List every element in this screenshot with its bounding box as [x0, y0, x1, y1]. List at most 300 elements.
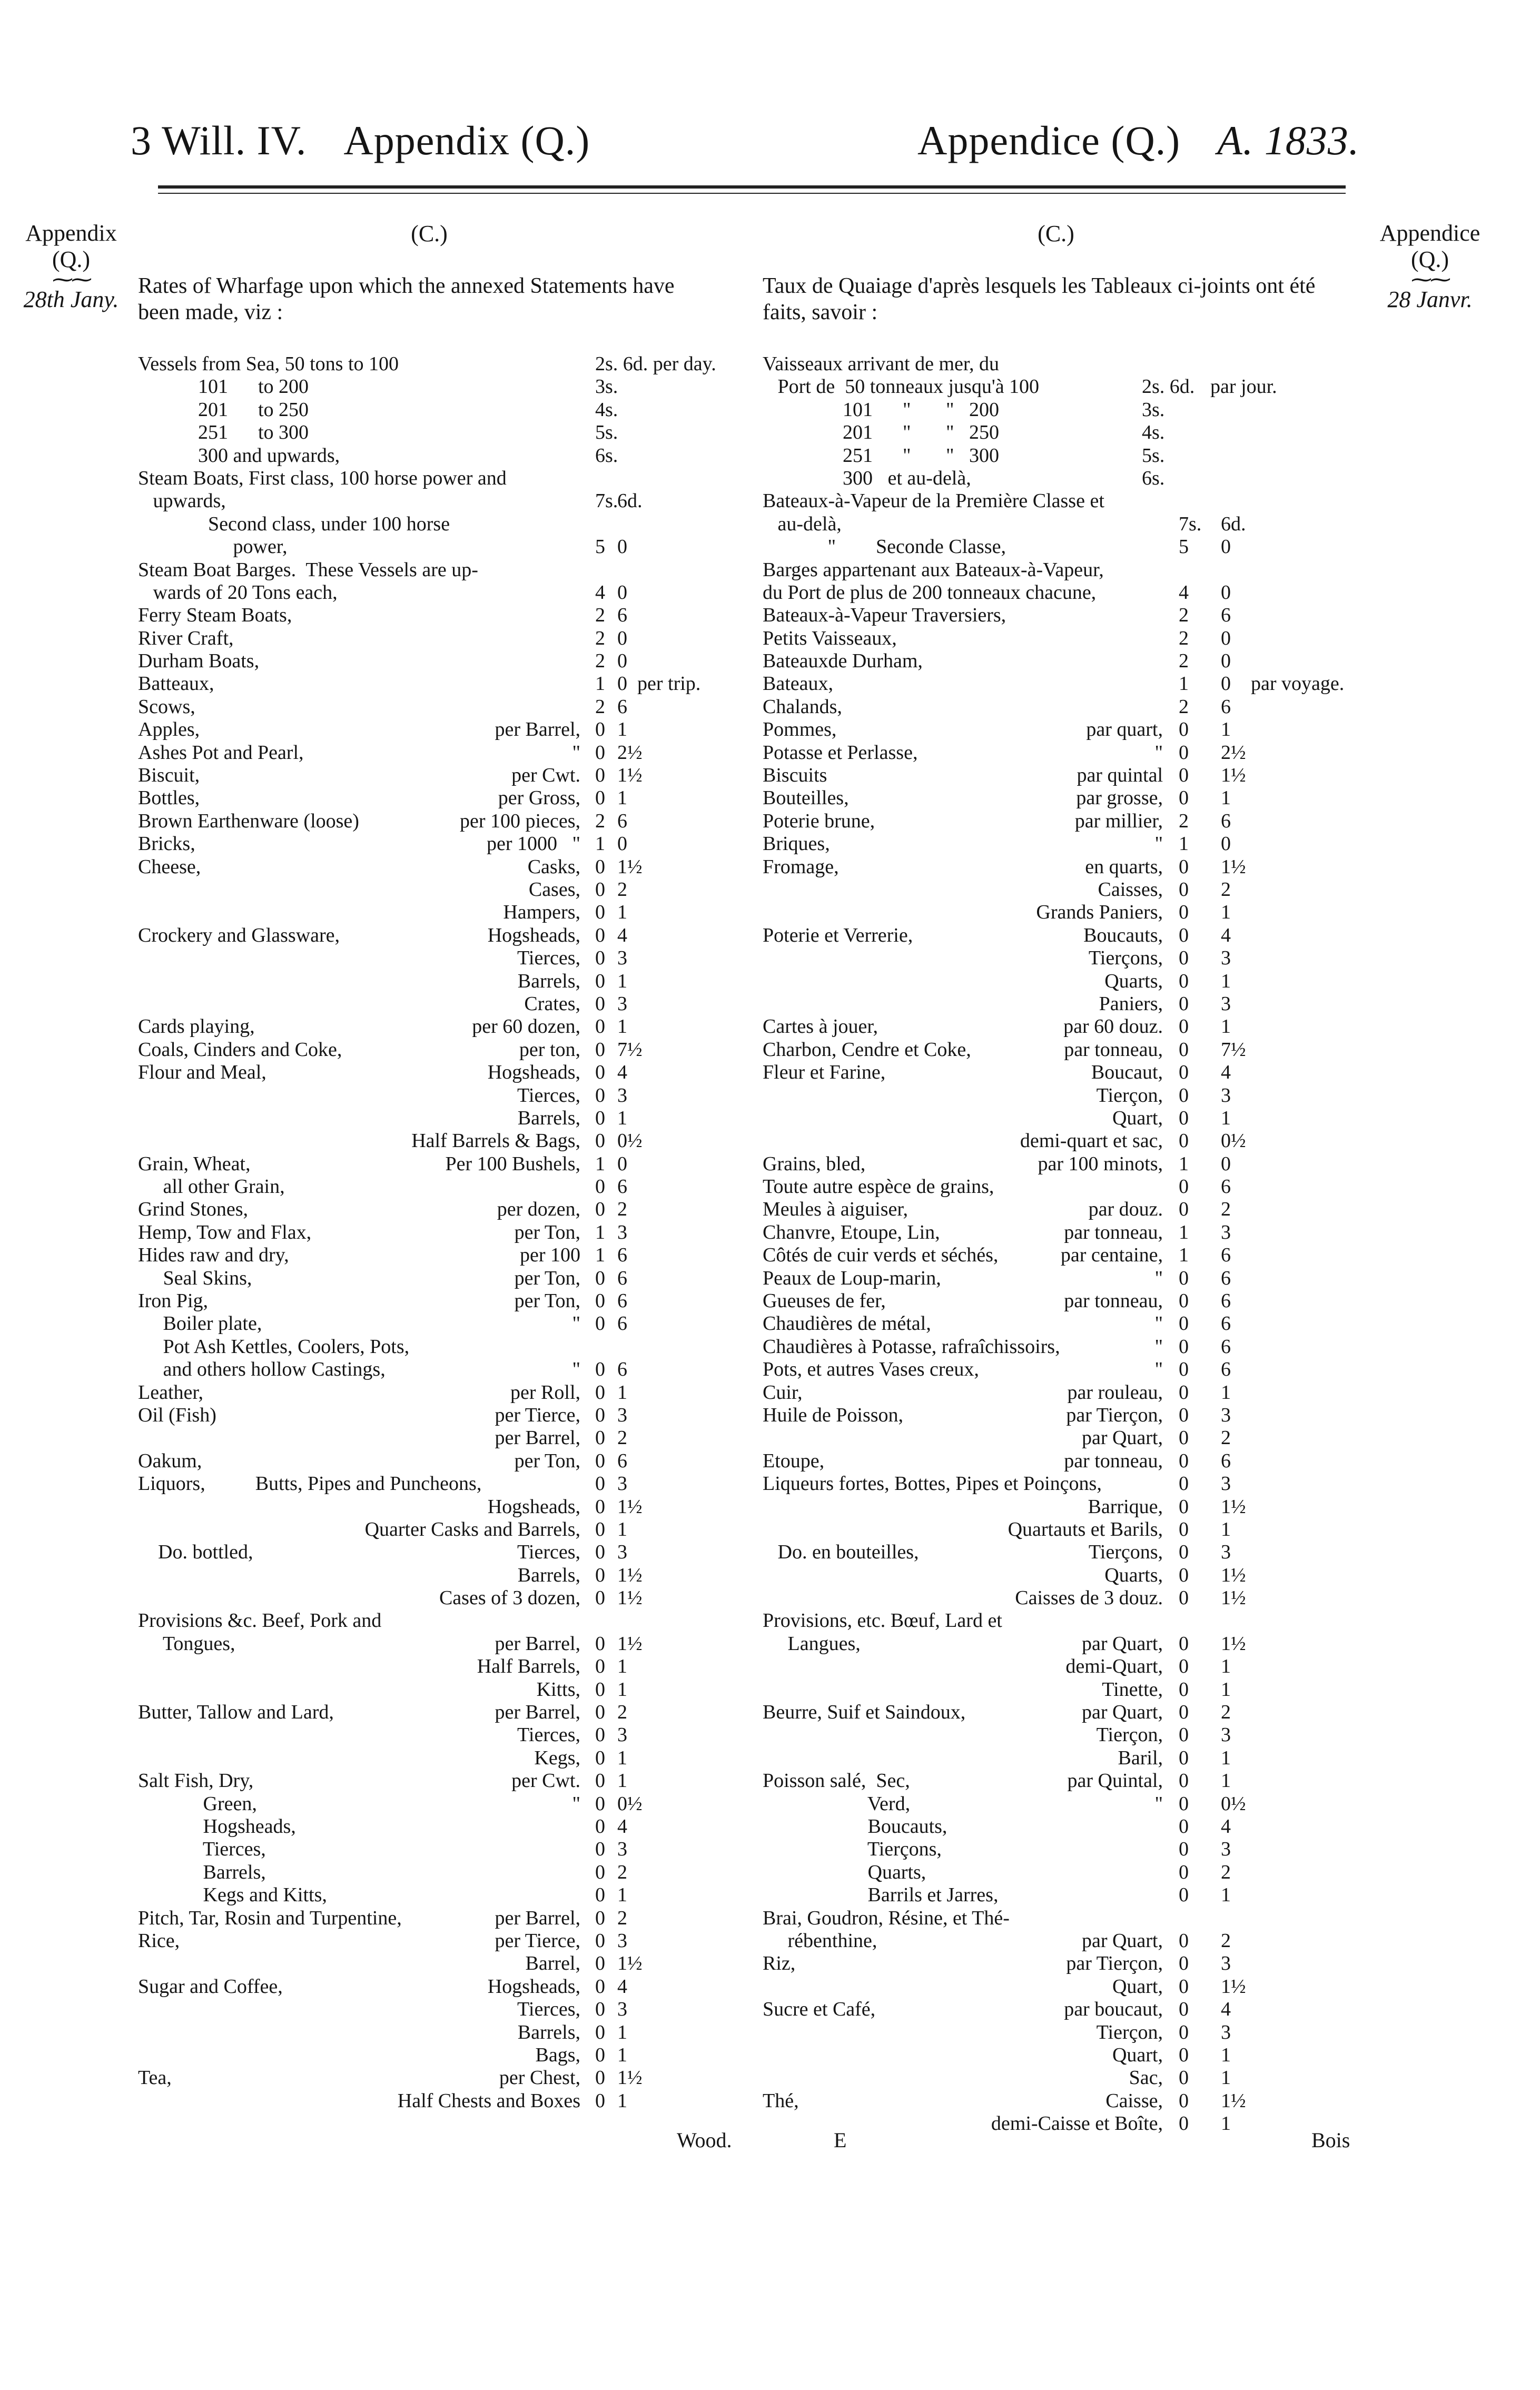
table-row	[138, 445, 744, 467]
pence-value: 4	[617, 1815, 627, 1838]
shillings-value: 0	[595, 1267, 605, 1289]
item-label: 251 " " 300	[763, 444, 1000, 467]
shillings-value: 0	[595, 1815, 605, 1838]
item-label: and others hollow Castings,	[138, 1358, 386, 1381]
unit-label: Hogsheads,	[487, 1495, 580, 1518]
shillings-value: 0	[1179, 1107, 1189, 1129]
shillings-value: 0	[1179, 787, 1189, 809]
item-label: Steam Boats, First class, 100 horse power and	[138, 467, 507, 489]
pence-value: 1½	[1221, 1564, 1246, 1586]
item-label: Toute autre espèce de grains,	[763, 1176, 994, 1198]
table-row	[763, 1267, 1347, 1290]
pence-value: 3	[1221, 992, 1231, 1015]
pence-value: 0½	[617, 1130, 643, 1152]
table-row	[763, 445, 1347, 467]
pence-value: 4	[1221, 1061, 1231, 1084]
table-row	[763, 1312, 1347, 1335]
unit-label: "	[1154, 833, 1163, 855]
table-row	[138, 1655, 744, 1678]
shillings-value: 0	[1179, 1746, 1189, 1769]
unit-label: Quart,	[1112, 1107, 1163, 1129]
item-label: Fleur et Farine,	[763, 1061, 886, 1084]
unit-label: Quart,	[1112, 2043, 1163, 2066]
unit-label: "	[1154, 1267, 1163, 1289]
table-row	[763, 1564, 1347, 1587]
unit-label: Paniers,	[1099, 992, 1163, 1015]
unit-label: per ton,	[519, 1038, 580, 1061]
pence-value: 6	[1221, 604, 1231, 627]
unit-label: per Barrel,	[495, 1632, 580, 1655]
item-label: Rice,	[138, 1929, 180, 1952]
shillings-value: 0	[595, 1746, 605, 1769]
shillings-value: 0	[595, 1907, 605, 1929]
item-label: Bateaux-à-Vapeur Traversiers,	[763, 604, 1006, 627]
pence-value: 1	[617, 1770, 627, 1792]
unit-label: Tierçon,	[1096, 1724, 1163, 1746]
unit-label: Boucauts,	[1083, 924, 1163, 946]
table-row	[138, 1952, 744, 1975]
pence-value: 6	[1221, 1244, 1231, 1267]
unit-label: Barrels,	[517, 1564, 580, 1586]
pence-value: 4	[617, 1975, 627, 1998]
item-label: Pitch, Tar, Rosin and Turpentine,	[138, 1907, 402, 1929]
header-left	[131, 117, 627, 164]
table-row	[138, 1976, 744, 1998]
pence-value: 6	[1221, 1267, 1231, 1289]
table-row	[138, 1998, 744, 2021]
shillings-value: 0	[595, 1130, 605, 1152]
pence-value: 6	[617, 1312, 627, 1335]
table-row	[763, 993, 1347, 1015]
pence-value: 6d.	[1221, 512, 1246, 535]
pence-value: 3	[617, 1929, 627, 1952]
pence-value: 2	[617, 1701, 627, 1724]
table-row	[138, 2090, 744, 2112]
shillings-value: 0	[1179, 1655, 1189, 1678]
shillings-value: 0	[1179, 1335, 1189, 1358]
item-label: Provisions &c. Beef, Pork and	[138, 1609, 382, 1632]
shillings-value: 0	[595, 1861, 605, 1883]
shillings-value: 0	[1179, 1701, 1189, 1724]
table-row	[763, 1221, 1347, 1244]
margin-label-left: Appendix	[25, 220, 117, 246]
unit-label: par Quart,	[1081, 1701, 1163, 1724]
unit-label: per Barrel,	[495, 718, 580, 741]
shillings-value: 0	[1179, 1975, 1189, 1998]
table-row	[138, 1701, 744, 1724]
unit-label: Casks,	[527, 855, 580, 878]
pence-value: 0 par voyage.	[1221, 673, 1345, 695]
pence-value: 1	[617, 2089, 627, 2112]
shillings-value: 0	[595, 901, 605, 924]
unit-label: Bags,	[535, 2043, 580, 2066]
table-row	[138, 559, 744, 581]
table-row	[763, 764, 1347, 787]
pence-value: 3	[1221, 1473, 1231, 1495]
unit-label: Half Barrels & Bags,	[411, 1130, 580, 1152]
shillings-value: 0	[1179, 2043, 1189, 2066]
item-label: Cards playing,	[138, 1015, 255, 1038]
table-row	[763, 878, 1347, 901]
item-label: Liqueurs fortes, Bottes, Pipes et Poinçons,	[763, 1473, 1102, 1495]
unit-label: 6s.	[1142, 467, 1165, 489]
pence-value: 1	[1221, 1884, 1231, 1907]
table-row	[138, 1130, 744, 1152]
table-row	[138, 1336, 744, 1358]
shillings-value: 0	[595, 1290, 605, 1312]
table-row	[763, 2021, 1347, 2044]
pence-value: 1	[1221, 1678, 1231, 1701]
pence-value: 1	[617, 2043, 627, 2066]
shillings-value: 0	[1179, 855, 1189, 878]
table-row	[138, 1633, 744, 1655]
table-row	[138, 650, 744, 673]
shillings-value: 0	[1179, 1998, 1189, 2021]
unit-label: "	[1154, 1358, 1163, 1381]
pence-value: 1	[617, 1518, 627, 1540]
table-row	[763, 1518, 1347, 1541]
unit-label: par Tierçon,	[1066, 1404, 1163, 1426]
pence-value: 6	[1221, 1358, 1231, 1381]
table-row	[763, 2067, 1347, 2089]
table-row	[763, 787, 1347, 809]
table-row	[763, 901, 1347, 924]
shillings-value: 0	[595, 1678, 605, 1701]
shillings-value: 2	[1179, 695, 1189, 718]
item-label: Vessels from Sea, 50 tons to 100	[138, 353, 399, 375]
item-label: Biscuits	[763, 764, 827, 787]
item-label: Poterie et Verrerie,	[763, 924, 913, 946]
unit-label: Grands Paniers,	[1036, 901, 1163, 924]
shillings-value: 2	[595, 650, 605, 673]
pence-value: 3	[1221, 1404, 1231, 1426]
table-row	[763, 1633, 1347, 1655]
pence-value: 1	[617, 1381, 627, 1404]
shillings-value: 0	[1179, 1564, 1189, 1586]
shillings-value: 0	[595, 1404, 605, 1426]
pence-value: 6	[1221, 1312, 1231, 1335]
shillings-value: 0	[595, 1084, 605, 1107]
section-heading-left: (C.)	[411, 221, 448, 246]
pence-value: 3	[1221, 2021, 1231, 2043]
item-label: Boucauts,	[763, 1815, 947, 1838]
table-row	[763, 604, 1347, 627]
item-label: Pot Ash Kettles, Coolers, Pots,	[138, 1335, 410, 1358]
table-row	[138, 1930, 744, 1952]
table-row	[138, 833, 744, 855]
shillings-value: 0	[1179, 2067, 1189, 2089]
pence-value: 1	[1221, 2067, 1231, 2089]
unit-label: per Ton,	[514, 1221, 580, 1243]
shillings-value: 7s.	[595, 490, 618, 512]
unit-label: "	[1154, 741, 1163, 764]
shillings-value: 0	[1179, 1952, 1189, 1975]
table-row	[763, 924, 1347, 947]
table-row	[138, 421, 744, 444]
table-row	[138, 1404, 744, 1427]
item-label: wards of 20 Tons each,	[138, 581, 338, 604]
pence-value: 3	[617, 1473, 627, 1495]
shillings-value: 0	[1179, 2112, 1189, 2135]
unit-label: "	[572, 1312, 580, 1335]
pence-value: 1½	[617, 764, 643, 787]
shillings-value: 0	[1179, 1838, 1189, 1861]
unit-label: per Tierce,	[495, 1404, 580, 1426]
item-label: Quarts,	[763, 1861, 926, 1883]
item-label: Vaisseaux arrivant de mer, du	[763, 353, 1000, 375]
pence-value: 1	[617, 2021, 627, 2043]
table-row	[138, 490, 744, 512]
unit-label: "	[572, 1358, 580, 1381]
unit-label: par tonneau,	[1064, 1290, 1163, 1312]
item-label: Pots, et autres Vases creux,	[763, 1358, 979, 1381]
pence-value: 3	[1221, 947, 1231, 970]
table-row	[138, 1907, 744, 1930]
pence-value: 0	[617, 536, 627, 558]
table-row	[138, 1884, 744, 1907]
unit-label: par Tierçon,	[1066, 1952, 1163, 1975]
shillings-value: 0	[595, 1038, 605, 1061]
table-row	[763, 1770, 1347, 1792]
table-row	[763, 1427, 1347, 1449]
table-row	[138, 1838, 744, 1861]
shillings-value: 0	[1179, 992, 1189, 1015]
table-row	[138, 878, 744, 901]
pence-value: 4	[1221, 924, 1231, 946]
pence-value: 6	[617, 604, 627, 627]
pence-value: 1	[617, 718, 627, 741]
table-row	[763, 1998, 1347, 2021]
table-row	[138, 1084, 744, 1107]
shillings-value: 0	[1179, 1290, 1189, 1312]
table-row	[763, 970, 1347, 993]
table-row	[763, 513, 1347, 536]
table-row	[138, 696, 744, 718]
item-label: Côtés de cuir verds et séchés,	[763, 1244, 999, 1267]
pence-value: 0	[1221, 627, 1231, 649]
pence-value: 0	[617, 1152, 627, 1175]
pence-value: 1	[1221, 1746, 1231, 1769]
margin-note-right	[1354, 220, 1506, 313]
pence-value: 0	[1221, 833, 1231, 855]
table-row	[138, 718, 744, 741]
table-row	[138, 947, 744, 970]
unit-label: Half Barrels,	[477, 1655, 580, 1678]
shillings-value: 0	[595, 1541, 605, 1564]
shillings-value: 0	[595, 1587, 605, 1609]
pence-value: 2	[617, 1427, 627, 1449]
shillings-value: 0	[595, 1770, 605, 1792]
pence-value: 3	[1221, 1838, 1231, 1861]
item-label: Do. en bouteilles,	[763, 1541, 919, 1564]
item-label: Riz,	[763, 1952, 796, 1975]
item-label: Langues,	[763, 1632, 861, 1655]
table-row	[763, 1838, 1347, 1861]
table-row	[138, 1221, 744, 1244]
unit-label: per Roll,	[510, 1381, 580, 1404]
table-row	[138, 1861, 744, 1884]
item-label: Fromage,	[763, 855, 839, 878]
unit-label: per Barrel,	[495, 1907, 580, 1929]
shillings-value: 0	[595, 878, 605, 901]
pence-value: 0	[617, 627, 627, 649]
table-row	[138, 376, 744, 398]
table-row	[763, 1336, 1347, 1358]
item-label: Bateauxde Durham,	[763, 650, 923, 673]
shillings-value: 0	[1179, 1861, 1189, 1883]
table-row	[138, 581, 744, 604]
margin-letter-left: (Q.)	[52, 246, 91, 272]
table-row	[138, 2044, 744, 2067]
shillings-value: 0	[1179, 741, 1189, 764]
table-row	[763, 399, 1347, 421]
item-label: Ashes Pot and Pearl,	[138, 741, 304, 764]
item-label: Thé,	[763, 2089, 799, 2112]
item-label: Cartes à jouer,	[763, 1015, 878, 1038]
page-title-left: Appendix (Q.)	[343, 117, 590, 163]
shillings-value: 0	[595, 1107, 605, 1129]
unit-label: demi-quart et sac,	[1020, 1130, 1163, 1152]
item-label: Barrels,	[138, 1861, 266, 1883]
pence-value: 0 per trip.	[617, 673, 701, 695]
table-row	[138, 1427, 744, 1449]
table-row	[138, 1039, 744, 1061]
pence-value: 4	[617, 1061, 627, 1084]
table-row	[138, 513, 744, 536]
unit-label: par tonneau,	[1064, 1221, 1163, 1243]
unit-label: per 100	[519, 1244, 580, 1267]
shillings-value: 4	[1179, 581, 1189, 604]
unit-label: Hogsheads,	[487, 924, 580, 946]
unit-label: Tinette,	[1102, 1678, 1163, 1701]
table-row	[138, 1312, 744, 1335]
unit-label: Kegs,	[534, 1746, 580, 1769]
pence-value: 6	[1221, 1335, 1231, 1358]
table-row	[138, 924, 744, 947]
pence-value: 3	[1221, 1221, 1231, 1243]
unit-label: per Gross,	[498, 787, 580, 809]
unit-label: per 100 pieces,	[460, 809, 580, 832]
shillings-value: 0	[595, 787, 605, 809]
item-label: Tierçons,	[763, 1838, 942, 1861]
unit-label: 5s.	[1142, 444, 1165, 467]
item-label: " Seconde Classe,	[763, 536, 1006, 558]
table-row	[138, 1793, 744, 1815]
shillings-value: 0	[1179, 1541, 1189, 1564]
pence-value: 1½	[1221, 855, 1246, 878]
intro-text-left: Rates of Wharfage upon which the annexed Statements have been made, viz :	[138, 274, 675, 324]
pence-value: 1	[617, 901, 627, 924]
item-label: Barrils et Jarres,	[763, 1884, 999, 1907]
shillings-value: 6s.	[595, 444, 618, 467]
item-label: Grains, bled,	[763, 1152, 866, 1175]
shillings-value: 7s.	[1179, 512, 1202, 535]
pence-value: 7½	[1221, 1038, 1246, 1061]
shillings-value: 0	[595, 2021, 605, 2043]
shillings-value: 4	[595, 581, 605, 604]
unit-label: per 1000 "	[486, 833, 580, 855]
table-row	[138, 1473, 744, 1495]
item-label: rébenthine,	[763, 1929, 877, 1952]
unit-label: Barrels,	[517, 2021, 580, 2043]
item-label: Bouteilles,	[763, 787, 849, 809]
pence-value: 3	[617, 1838, 627, 1861]
pence-value: 6	[1221, 1449, 1231, 1472]
pence-value: 1½	[1221, 2089, 1246, 2112]
shillings-value: 0	[1179, 2089, 1189, 2112]
pence-value: 2	[1221, 1198, 1231, 1221]
pence-value: 1½	[617, 1632, 643, 1655]
table-row	[763, 742, 1347, 764]
table-row	[763, 1290, 1347, 1312]
item-label: Grain, Wheat,	[138, 1152, 251, 1175]
margin-label-right: Appendice	[1379, 220, 1480, 246]
shillings-value: 0	[595, 1427, 605, 1449]
table-row	[138, 2067, 744, 2089]
item-label: Boiler plate,	[138, 1312, 262, 1335]
item-label: Verd,	[763, 1792, 911, 1815]
table-row	[763, 1084, 1347, 1107]
table-row	[138, 2021, 744, 2044]
shillings-value: 0	[1179, 1929, 1189, 1952]
unit-label: per Cwt.	[511, 1770, 580, 1792]
shillings-value: 1	[595, 1244, 605, 1267]
pence-value: 6	[617, 809, 627, 832]
table-row	[138, 1450, 744, 1473]
item-label: Butter, Tallow and Lard,	[138, 1701, 334, 1724]
pence-value: 0	[617, 581, 627, 604]
table-row	[763, 353, 1347, 376]
pence-value: 0	[617, 833, 627, 855]
unit-label: Tierçons,	[1088, 947, 1163, 970]
unit-label: demi-Caisse et Boîte,	[991, 2112, 1163, 2135]
unit-label: par 100 minots,	[1038, 1152, 1163, 1175]
item-label: Coals, Cinders and Coke,	[138, 1038, 342, 1061]
unit-label: Quarter Casks and Barrels,	[364, 1518, 580, 1540]
header-rule-thin	[158, 193, 1346, 194]
shillings-value: 0	[1179, 924, 1189, 946]
shillings-value: 0	[1179, 1678, 1189, 1701]
item-label: Beurre, Suif et Saindoux,	[763, 1701, 966, 1724]
item-label: Scows,	[138, 695, 195, 718]
shillings-value: 0	[595, 1655, 605, 1678]
table-row	[763, 536, 1347, 558]
table-row	[763, 1496, 1347, 1518]
table-row	[763, 1015, 1347, 1038]
shillings-value: 2	[1179, 650, 1189, 673]
table-row	[763, 1724, 1347, 1746]
pence-value: 1	[1221, 970, 1231, 992]
table-row	[763, 1884, 1347, 1907]
table-row	[138, 1518, 744, 1541]
table-row	[138, 1153, 744, 1176]
item-label: Durham Boats,	[138, 650, 260, 673]
pence-value: 2	[1221, 1427, 1231, 1449]
pence-value: 3	[1221, 1541, 1231, 1564]
unit-label: par boucaut,	[1064, 1998, 1163, 2021]
shillings-value: 0	[1179, 878, 1189, 901]
table-row	[138, 353, 744, 376]
pence-value: 1	[1221, 718, 1231, 741]
table-row	[763, 1061, 1347, 1084]
item-label: au-delà,	[763, 512, 842, 535]
pence-value: 0½	[1221, 1130, 1246, 1152]
unit-label: Quartauts et Barils,	[1008, 1518, 1163, 1540]
item-label: 300 and upwards,	[138, 444, 340, 467]
pence-value: 1	[617, 1746, 627, 1769]
pence-value: 3	[617, 947, 627, 970]
pence-value: 1	[1221, 1015, 1231, 1038]
